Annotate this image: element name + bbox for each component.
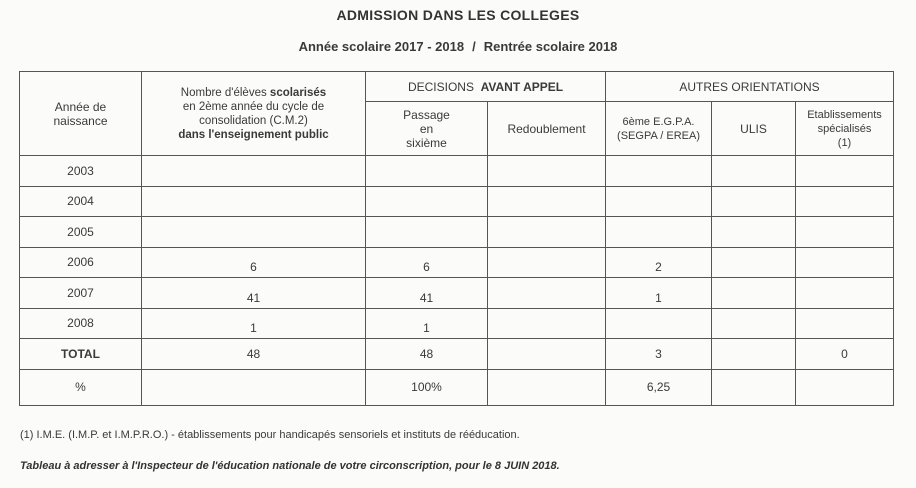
cell-ulis (712, 369, 796, 405)
school-year: Année scolaire 2017 - 2018 (298, 39, 465, 54)
header-redoublement: Redoublement (488, 102, 606, 156)
table-row (20, 308, 894, 339)
school-start: Rentrée scolaire 2018 (483, 39, 618, 54)
cell-redoublement (488, 217, 606, 248)
header-birth-year: Année de naissance (20, 72, 142, 156)
cell-passage: 1 (366, 308, 488, 339)
submission-note: Tableau à adresser à l'Inspecteur de l'éducation nationale de votre circonscription, pour le 8 JUIN 2018. (20, 460, 560, 472)
row-label: 2006 (20, 247, 142, 278)
admission-table (19, 71, 894, 406)
cell-egpa: 2 (606, 247, 712, 278)
cell-specialized (796, 278, 894, 309)
cell-ulis (712, 278, 796, 309)
cell-passage (366, 217, 488, 248)
row-label: 2003 (20, 156, 142, 187)
cell-egpa: 1 (606, 278, 712, 309)
cell-specialized (796, 186, 894, 217)
cell-specialized (796, 308, 894, 339)
table-row (20, 247, 894, 278)
row-label: TOTAL (20, 339, 142, 370)
cell-redoublement (488, 247, 606, 278)
cell-specialized (796, 156, 894, 187)
cell-passage: 48 (366, 339, 488, 370)
cell-egpa: 6,25 (606, 369, 712, 405)
subtitle-separator: / (472, 39, 476, 54)
table-row (20, 156, 894, 187)
header-decisions: DECISIONS AVANT APPEL (366, 72, 606, 102)
header-ulis: ULIS (712, 102, 796, 156)
cell-count: 6 (142, 247, 366, 278)
cell-ulis (712, 217, 796, 248)
cell-ulis (712, 186, 796, 217)
cell-passage (366, 186, 488, 217)
cell-specialized (796, 217, 894, 248)
cell-redoublement (488, 339, 606, 370)
cell-passage: 41 (366, 278, 488, 309)
cell-ulis (712, 156, 796, 187)
cell-specialized (796, 247, 894, 278)
table-row (20, 217, 894, 248)
cell-redoublement (488, 369, 606, 405)
cell-count (142, 369, 366, 405)
cell-egpa (606, 156, 712, 187)
row-label: 2005 (20, 217, 142, 248)
header-egpa: 6ème E.G.P.A. (SEGPA / EREA) (606, 102, 712, 156)
footnote: (1) I.M.E. (I.M.P. et I.M.P.R.O.) - établissements pour handicapés sensoriels et instituts de rééducation. (20, 429, 520, 441)
cell-ulis (712, 247, 796, 278)
cell-specialized: 0 (796, 339, 894, 370)
row-label: 2004 (20, 186, 142, 217)
row-label: 2008 (20, 308, 142, 339)
cell-passage: 100% (366, 369, 488, 405)
cell-passage (366, 156, 488, 187)
cell-passage: 6 (366, 247, 488, 278)
header-pupil-count: Nombre d'élèves scolarisés en 2ème année du cycle de consolidation (C.M.2) dans l'enseignement public (142, 72, 366, 156)
row-label: 2007 (20, 278, 142, 309)
header-other-orientations: AUTRES ORIENTATIONS (606, 72, 894, 102)
cell-redoublement (488, 278, 606, 309)
document-subtitle (0, 39, 916, 54)
table-row (20, 278, 894, 309)
cell-redoublement (488, 308, 606, 339)
cell-count (142, 156, 366, 187)
cell-egpa (606, 217, 712, 248)
cell-count (142, 186, 366, 217)
table-row (20, 186, 894, 217)
cell-egpa (606, 308, 712, 339)
cell-count: 48 (142, 339, 366, 370)
document-title: ADMISSION DANS LES COLLEGES (336, 7, 580, 23)
cell-count (142, 217, 366, 248)
cell-egpa (606, 186, 712, 217)
row-label: % (20, 369, 142, 405)
cell-ulis (712, 308, 796, 339)
cell-ulis (712, 339, 796, 370)
cell-specialized (796, 369, 894, 405)
header-specialized: Etablissements spécialisés (1) (796, 102, 894, 156)
cell-redoublement (488, 156, 606, 187)
header-passage: Passage en sixième (366, 102, 488, 156)
total-row (20, 339, 894, 370)
cell-count: 41 (142, 278, 366, 309)
cell-count: 1 (142, 308, 366, 339)
cell-egpa: 3 (606, 339, 712, 370)
cell-redoublement (488, 186, 606, 217)
percent-row (20, 369, 894, 405)
